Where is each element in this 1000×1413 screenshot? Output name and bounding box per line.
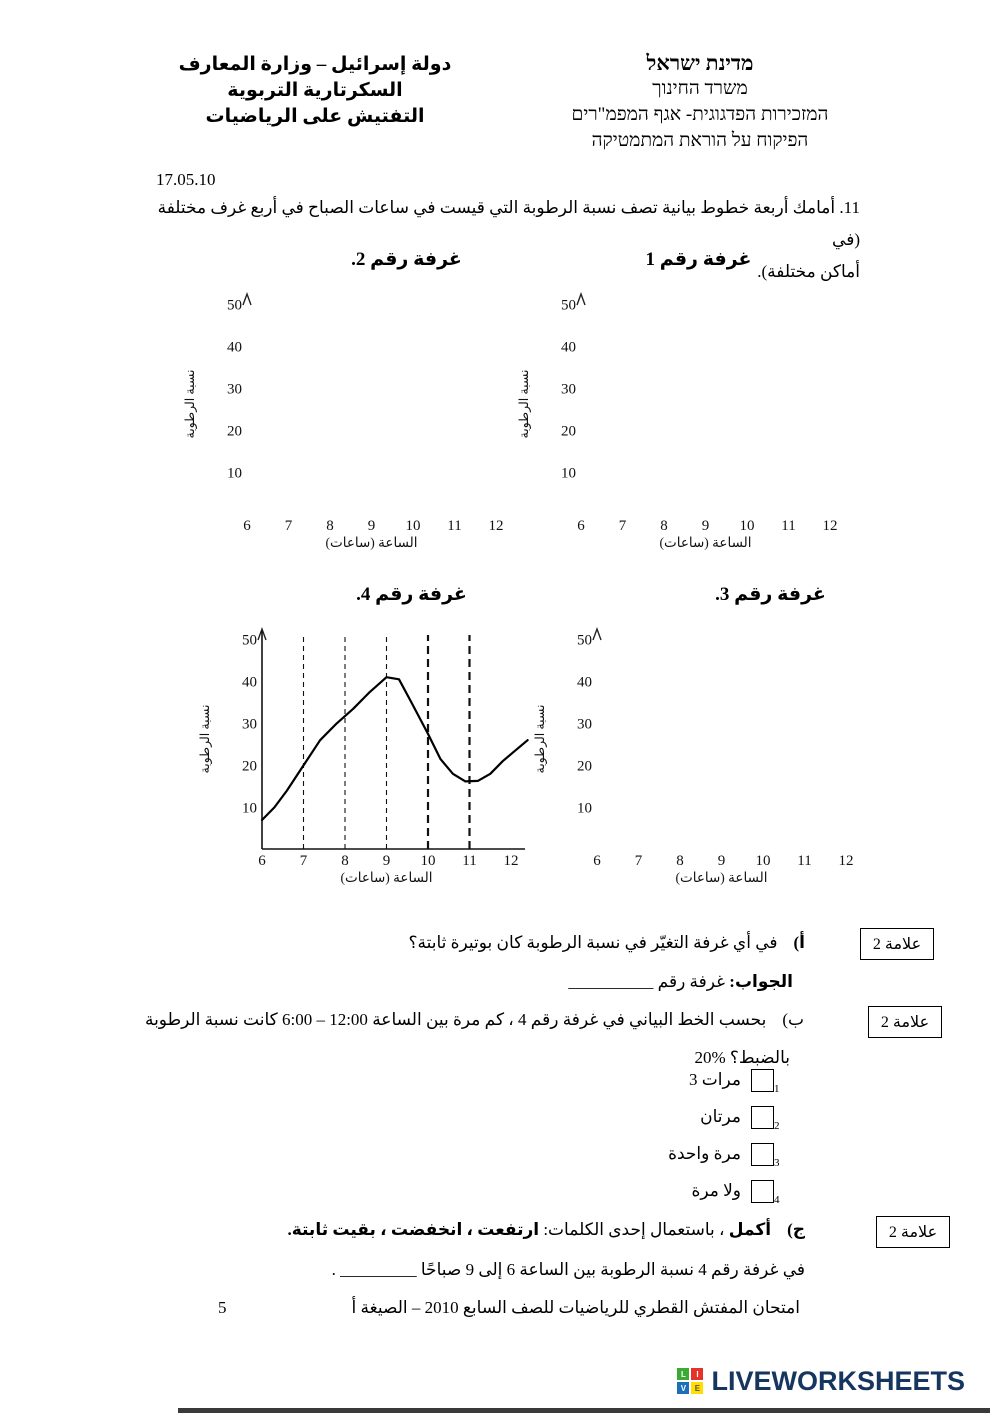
part-c-label: ج) xyxy=(787,1220,805,1239)
marks-badge-b: 2 علامة xyxy=(868,1006,942,1038)
svg-text:10: 10 xyxy=(739,518,755,534)
option-checkbox-4[interactable] xyxy=(751,1180,774,1203)
svg-text:50: 50 xyxy=(561,297,576,314)
chart-room-3 xyxy=(530,583,875,887)
option-row-1 xyxy=(689,1066,788,1094)
svg-text:10: 10 xyxy=(577,800,592,817)
part-c-sentence xyxy=(332,1260,805,1280)
part-b-options xyxy=(668,1066,788,1214)
header-arabic-inspection: التفتيش على الرياضيات xyxy=(205,106,425,127)
svg-text:نسبة الرطوبة: نسبة الرطوبة xyxy=(198,704,212,774)
svg-text:50: 50 xyxy=(242,632,257,649)
chart-room-3-title: غرفة رقم 3. xyxy=(715,584,826,605)
header-arabic-state: دولة إسرائيل – وزارة المعارف xyxy=(178,54,452,75)
part-b-word: بالضبط؟ xyxy=(729,1048,790,1067)
svg-text:10: 10 xyxy=(405,518,421,534)
svg-text:10: 10 xyxy=(755,853,771,869)
marks-badge-a: 2 علامة xyxy=(860,928,934,960)
chart-room-1-canvas xyxy=(514,276,859,552)
svg-text:20: 20 xyxy=(561,423,576,440)
liveworksheets-wordmark: LIVEWORKSHEETS xyxy=(711,1366,965,1396)
header-hebrew-secretariat: המזכירות הפדגוגית- אגף המפמ"רים xyxy=(571,104,829,125)
header-hebrew xyxy=(500,50,900,154)
option-number: 3 xyxy=(774,1157,780,1169)
svg-text:8: 8 xyxy=(660,518,668,534)
svg-text:الساعة (ساعات): الساعة (ساعات) xyxy=(340,870,433,885)
exam-date: 17.05.10 xyxy=(156,170,216,189)
part-a-answer-line xyxy=(568,972,793,992)
svg-text:40: 40 xyxy=(242,674,257,691)
svg-text:20: 20 xyxy=(577,758,592,775)
part-b-label: ب) xyxy=(782,1010,804,1029)
option-number: 2 xyxy=(774,1120,780,1132)
question-11-line1: 11. أمامك أربعة خطوط بيانية تصف نسبة الرطوبة التي قيست في ساعات الصباح في أربع غرف مختلفة (في xyxy=(157,198,860,249)
svg-text:20: 20 xyxy=(242,758,257,775)
svg-text:7: 7 xyxy=(284,518,293,534)
svg-text:7: 7 xyxy=(634,853,643,869)
part-c-bold2: ارتفعت ، انخفضت ، بقيت ثابتة. xyxy=(287,1220,540,1239)
part-b-text-post: كانت نسبة الرطوبة xyxy=(144,1010,278,1029)
svg-text:10: 10 xyxy=(227,465,242,482)
option-checkbox-2[interactable] xyxy=(751,1106,774,1129)
svg-text:9: 9 xyxy=(717,853,726,869)
svg-text:20: 20 xyxy=(227,423,242,440)
part-c-bold1: أكمل xyxy=(728,1220,772,1239)
svg-text:8: 8 xyxy=(341,853,349,869)
svg-text:6: 6 xyxy=(258,853,266,869)
header-arabic xyxy=(120,52,510,130)
option-label: مرة واحدة xyxy=(668,1144,741,1163)
option-row-2 xyxy=(700,1103,788,1131)
svg-text:40: 40 xyxy=(227,339,242,356)
part-c-line2: في غرفة رقم 4 نسبة الرطوبة بين الساعة 6 إلى 9 صباحًا xyxy=(420,1260,805,1279)
svg-text:6: 6 xyxy=(577,518,585,534)
part-b-question xyxy=(145,1010,804,1030)
part-b-text-pre: بحسب الخط البياني في غرفة رقم 4 ، كم مرة بين الساعة xyxy=(372,1010,767,1029)
footer-exam-title: امتحان المفتش القطري للرياضيات للصف السابع 2010 – الصيغة أ xyxy=(351,1298,800,1317)
header-arabic-secretariat: السكرتارية التربوية xyxy=(227,80,403,101)
part-a-text: في أي غرفة التغيّر في نسبة الرطوبة كان بوتيرة ثابتة؟ xyxy=(408,933,778,952)
option-label: ولا مرة xyxy=(691,1181,741,1200)
svg-text:30: 30 xyxy=(561,381,576,398)
answer-text: غرفة رقم xyxy=(657,972,726,991)
chart-room-1 xyxy=(514,248,859,552)
chart-room-2-canvas xyxy=(180,276,525,552)
marks-badge-c: 2 علامة xyxy=(876,1216,950,1248)
option-label: 3 مرات xyxy=(689,1070,741,1089)
logo-tile-yellow: E xyxy=(691,1382,703,1394)
header-hebrew-ministry: משרד החינוך xyxy=(652,78,748,99)
svg-text:40: 40 xyxy=(561,339,576,356)
chart-room-2-title: غرفة رقم 2. xyxy=(351,249,462,270)
svg-text:9: 9 xyxy=(701,518,710,534)
option-row-3 xyxy=(668,1140,788,1168)
part-c-blank[interactable]: _________ xyxy=(340,1260,417,1279)
option-row-4 xyxy=(691,1177,788,1205)
question-11-line2: أماكن مختلفة). xyxy=(757,262,860,281)
svg-text:8: 8 xyxy=(676,853,684,869)
svg-text:9: 9 xyxy=(382,853,391,869)
option-label: مرتان xyxy=(700,1107,741,1126)
option-checkbox-3[interactable] xyxy=(751,1143,774,1166)
part-a-label: أ) xyxy=(793,933,805,952)
svg-text:40: 40 xyxy=(577,674,592,691)
svg-text:10: 10 xyxy=(420,853,436,869)
chart-room-2 xyxy=(180,248,525,552)
svg-text:6: 6 xyxy=(593,853,601,869)
part-b-percent: 20% xyxy=(694,1048,726,1067)
svg-text:12: 12 xyxy=(822,518,838,534)
page-number: 5 xyxy=(218,1298,227,1317)
svg-text:6: 6 xyxy=(243,518,251,534)
option-checkbox-1[interactable] xyxy=(751,1069,774,1092)
svg-text:7: 7 xyxy=(299,853,308,869)
part-c-mid: ، باستعمال إحدى الكلمات: xyxy=(543,1220,725,1239)
option-number: 1 xyxy=(774,1083,780,1095)
svg-text:10: 10 xyxy=(242,800,257,817)
part-b-time-range: 6:00 – 12:00 xyxy=(281,1010,368,1029)
svg-text:11: 11 xyxy=(447,518,462,534)
header-hebrew-state: מדינת ישראל xyxy=(646,51,754,75)
chart-room-4-title: غرفة رقم 4. xyxy=(356,584,467,605)
svg-text:12: 12 xyxy=(838,853,854,869)
option-number: 4 xyxy=(774,1194,780,1206)
svg-text:30: 30 xyxy=(227,381,242,398)
svg-text:11: 11 xyxy=(781,518,796,534)
svg-text:8: 8 xyxy=(326,518,334,534)
chart-room-3-canvas xyxy=(530,611,875,887)
svg-text:30: 30 xyxy=(242,716,257,733)
chart-room-1-title: غرفة رقم 1 xyxy=(645,249,752,270)
svg-text:نسبة الرطوبة: نسبة الرطوبة xyxy=(183,369,197,439)
part-c-period: . xyxy=(331,1260,336,1279)
answer-label: الجواب: xyxy=(729,972,793,991)
svg-text:نسبة الرطوبة: نسبة الرطوبة xyxy=(517,369,531,439)
svg-text:12: 12 xyxy=(503,853,519,869)
svg-text:نسبة الرطوبة: نسبة الرطوبة xyxy=(533,704,547,774)
svg-text:الساعة (ساعات): الساعة (ساعات) xyxy=(659,535,752,550)
svg-text:الساعة (ساعات): الساعة (ساعات) xyxy=(325,535,418,550)
svg-text:7: 7 xyxy=(618,518,627,534)
header-hebrew-supervision: הפיקוח על הוראת המתמטיקה xyxy=(591,130,809,151)
svg-text:12: 12 xyxy=(488,518,504,534)
svg-text:9: 9 xyxy=(367,518,376,534)
part-a-question xyxy=(408,933,805,953)
chart-room-4-canvas xyxy=(195,611,540,887)
svg-text:الساعة (ساعات): الساعة (ساعات) xyxy=(675,870,768,885)
liveworksheets-tiles-icon xyxy=(677,1368,704,1395)
svg-text:11: 11 xyxy=(797,853,812,869)
part-b-question-cont xyxy=(694,1048,790,1068)
svg-text:50: 50 xyxy=(577,632,592,649)
chart-room-4 xyxy=(195,583,540,887)
part-c-question xyxy=(287,1220,805,1240)
svg-text:30: 30 xyxy=(577,716,592,733)
svg-text:10: 10 xyxy=(561,465,576,482)
logo-tile-blue: V xyxy=(677,1382,689,1394)
logo-tile-red: I xyxy=(691,1368,703,1380)
svg-text:50: 50 xyxy=(227,297,242,314)
liveworksheets-logo[interactable] xyxy=(677,1366,965,1397)
svg-text:11: 11 xyxy=(462,853,477,869)
answer-blank-room[interactable]: __________ xyxy=(568,972,654,991)
scan-artifact xyxy=(178,1408,990,1413)
logo-tile-green: L xyxy=(677,1368,689,1380)
